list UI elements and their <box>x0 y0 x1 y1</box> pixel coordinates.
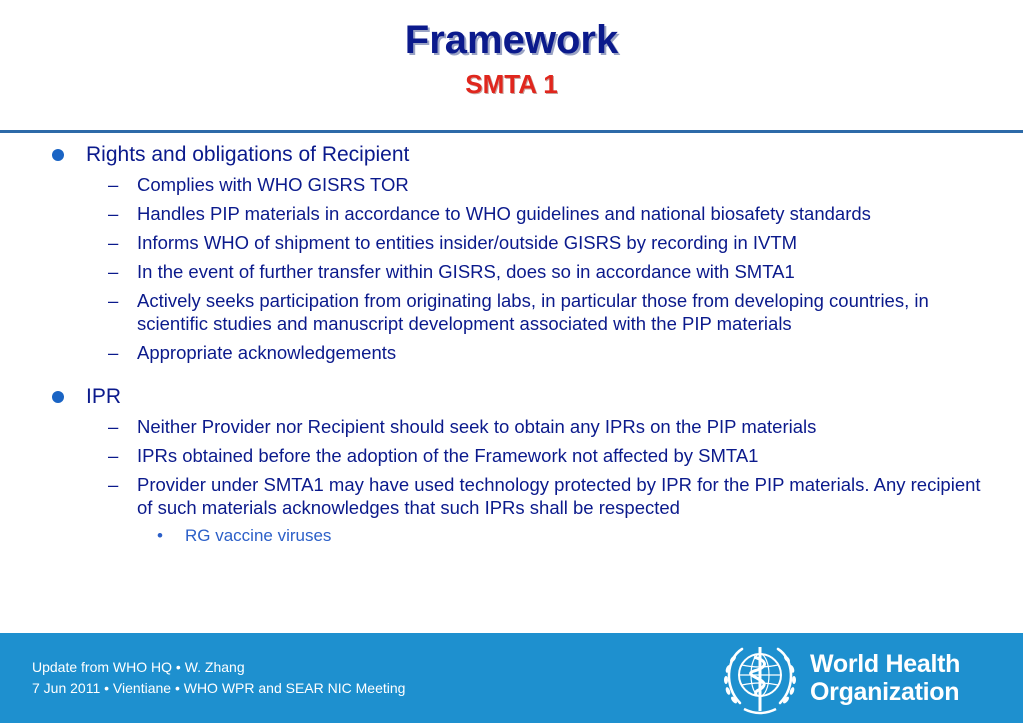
footer-bar <box>0 633 1023 723</box>
list-item-text: Appropriate acknowledgements <box>137 342 397 363</box>
sub-list-item <box>48 525 988 547</box>
dash-icon: – <box>108 445 119 466</box>
title-block <box>0 18 1023 100</box>
list-item <box>48 341 988 364</box>
list-item <box>48 231 988 254</box>
logo-text-line-1: World Health <box>810 650 961 678</box>
list-item-text: Handles PIP materials in accordance to WHO guidelines and national biosafety standards <box>137 203 871 224</box>
small-bullet-icon: • <box>157 526 163 545</box>
footer-line-1: Update from WHO HQ • W. Zhang <box>32 659 245 675</box>
list-item <box>48 415 988 438</box>
section-heading-ipr <box>48 384 988 409</box>
footer-text <box>32 657 405 699</box>
logo-text-line-2: Organization <box>810 678 960 706</box>
list-item-text: Neither Provider nor Recipient should seek to obtain any IPRs on the PIP materials <box>137 416 817 437</box>
footer-line-2: 7 Jun 2011 • Vientiane • WHO WPR and SEAR NIC Meeting <box>32 680 406 696</box>
dash-icon: – <box>108 416 119 437</box>
who-emblem-icon <box>718 637 802 719</box>
list-item-text: Provider under SMTA1 may have used technology protected by IPR for the PIP materials. Any recipient of such materials acknowledges that such IPRs shall be respected <box>137 474 981 518</box>
section-gap <box>48 364 988 384</box>
list-item-text: Actively seeks participation from originating labs, in particular those from developing countries, in scientific studies and manuscript development associated with the PIP materials <box>137 290 929 334</box>
list-item <box>48 444 988 467</box>
dash-icon: – <box>108 174 119 195</box>
list-item-text: Informs WHO of shipment to entities insider/outside GISRS by recording in IVTM <box>137 232 798 253</box>
list-item-text: Complies with WHO GISRS TOR <box>137 174 409 195</box>
bullet-icon <box>52 391 64 403</box>
list-item <box>48 173 988 196</box>
section-heading-text: IPR <box>86 385 122 408</box>
slide-content <box>48 142 988 547</box>
logo-wordmark <box>810 650 960 706</box>
bullet-icon <box>52 149 64 161</box>
list-item <box>48 473 988 519</box>
list-item <box>48 260 988 283</box>
sub-list-item-text: RG vaccine viruses <box>185 526 332 545</box>
list-item <box>48 289 988 335</box>
section-heading-text: Rights and obligations of Recipient <box>86 143 410 166</box>
list-item <box>48 202 988 225</box>
dash-icon: – <box>108 261 119 282</box>
slide-title: Framework <box>404 18 619 62</box>
who-logo <box>718 637 1008 719</box>
list-item-text: In the event of further transfer within GISRS, does so in accordance with SMTA1 <box>137 261 795 282</box>
header-divider <box>0 130 1023 133</box>
dash-icon: – <box>108 232 119 253</box>
dash-icon: – <box>108 474 119 495</box>
list-item-text: IPRs obtained before the adoption of the Framework not affected by SMTA1 <box>137 445 759 466</box>
dash-icon: – <box>108 203 119 224</box>
dash-icon: – <box>108 290 119 311</box>
dash-icon: – <box>108 342 119 363</box>
section-heading-recipient <box>48 142 988 167</box>
slide-subtitle: SMTA 1 <box>465 69 558 99</box>
